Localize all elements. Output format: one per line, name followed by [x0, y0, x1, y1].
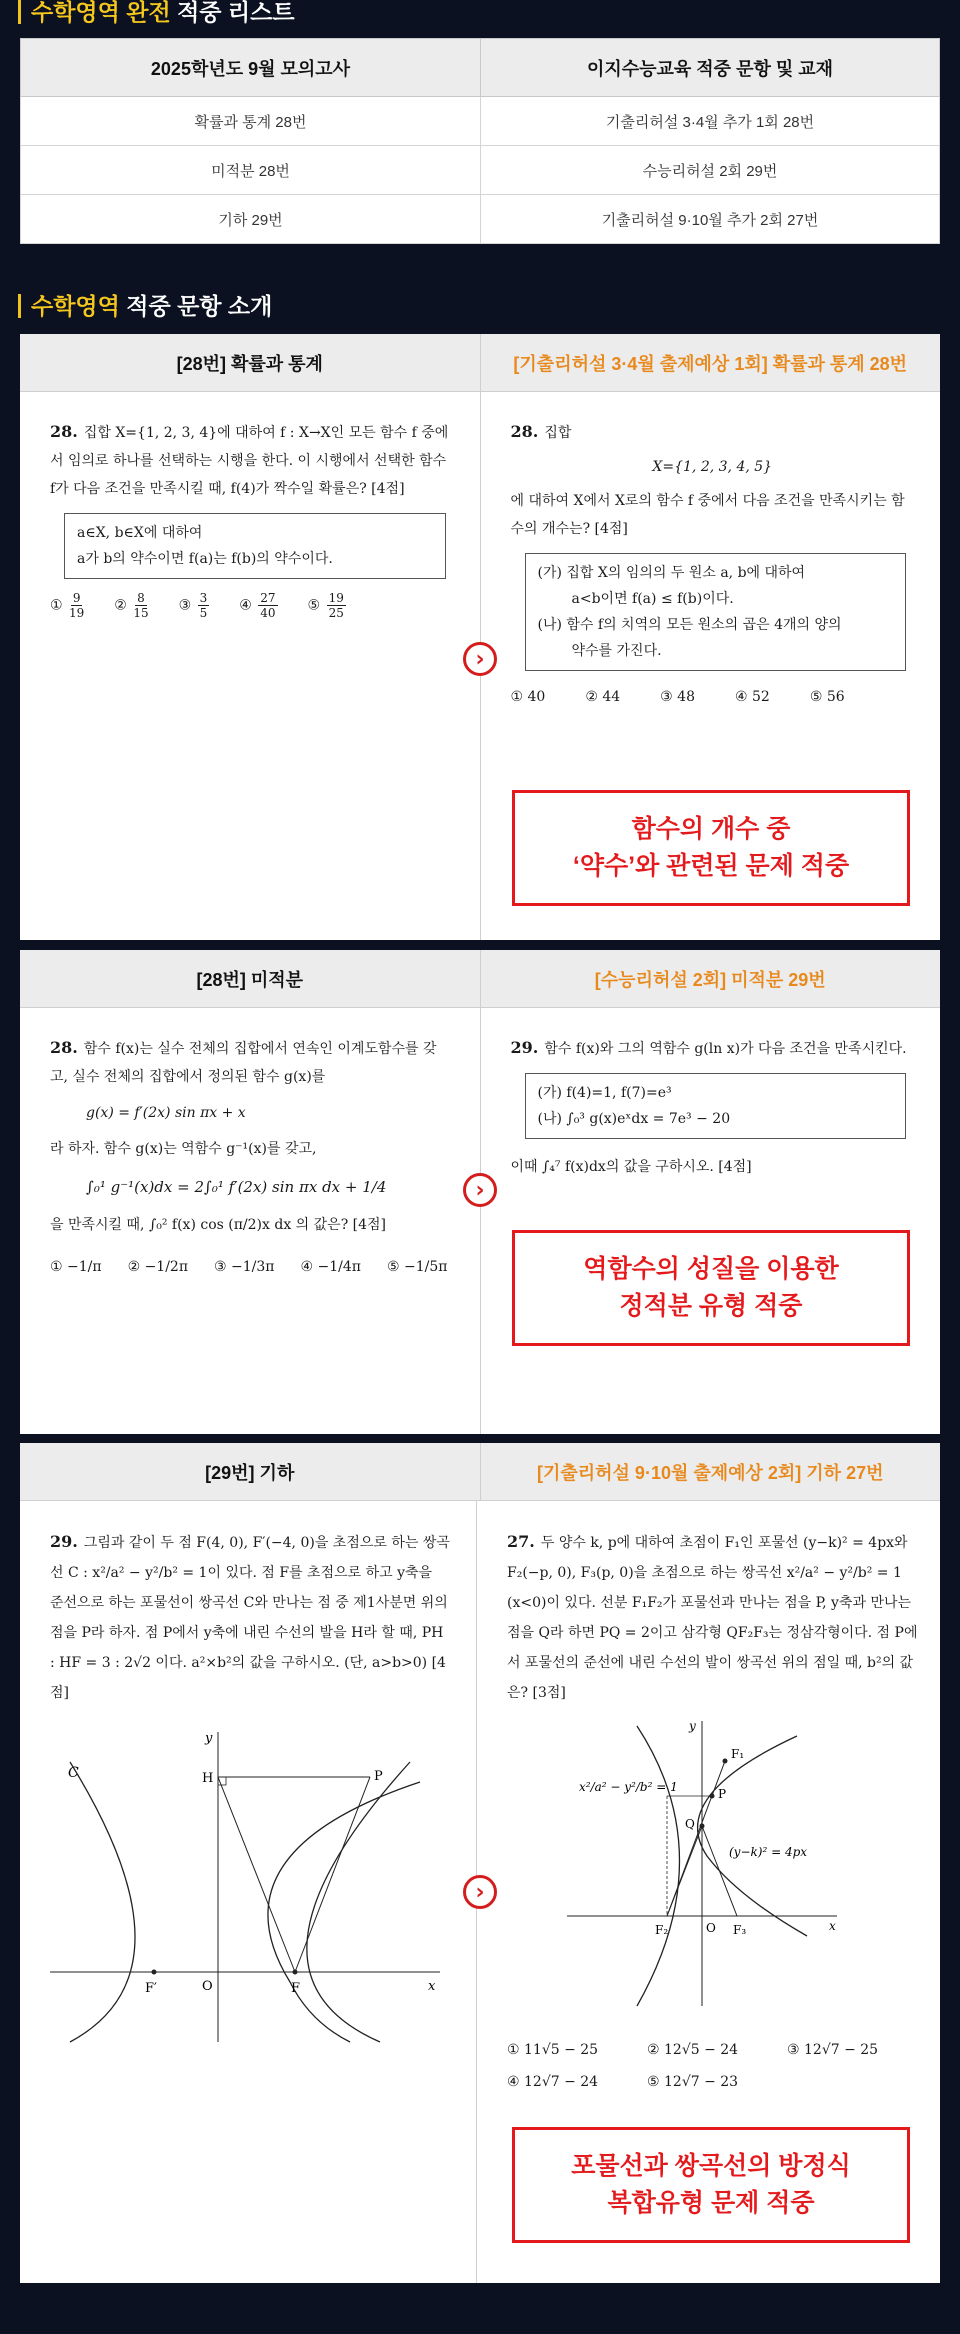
focus-point — [723, 1759, 728, 1764]
answer-choices — [50, 591, 454, 620]
section-title-rest: 적중 문항 소개 — [119, 293, 273, 319]
label-y: y — [205, 1731, 213, 1746]
choice-mark: ② — [114, 597, 127, 614]
section-title-hit-list — [18, 0, 295, 24]
point-Q — [700, 1824, 705, 1829]
label-H: H — [202, 1771, 214, 1786]
set-equation: X={1, 2, 3, 4, 5} — [652, 459, 773, 475]
section-title-rest: 적중 리스트 — [170, 0, 295, 25]
fraction — [69, 591, 84, 620]
exam-question — [20, 1008, 481, 1434]
condition-line: a<b이면 f(a) ≤ f(b)이다. — [571, 591, 734, 607]
callout-line: 함수의 개수 중 — [631, 815, 791, 843]
choice: ② −1/2π — [127, 1259, 189, 1275]
choice: ④ 12√7 − 24 — [507, 2074, 599, 2090]
choice-mark: ③ — [178, 597, 192, 614]
triangle-side — [667, 1826, 702, 1916]
table-cell: 기하 29번 — [21, 195, 481, 244]
choice: ⑤ 12√7 − 23 — [647, 2074, 739, 2090]
choice: ④ 52 — [734, 689, 770, 705]
denominator: 25 — [328, 606, 344, 620]
segment-PF — [295, 1777, 370, 1972]
label-F1: F₁ — [731, 1747, 745, 1761]
table-cell: 기출리허설 9·10월 추가 2회 27번 — [481, 195, 940, 244]
condition-line: a∈X, b∈X에 대하여 — [77, 525, 203, 541]
table-row — [21, 146, 940, 195]
choice: ④ −1/4π — [300, 1259, 361, 1275]
block-header — [20, 950, 940, 1008]
choice: ① 11√5 − 25 — [507, 2042, 599, 2058]
numerator: 8 — [137, 591, 145, 605]
choice: ② 44 — [585, 689, 621, 705]
arrow-right-icon: › — [463, 1875, 497, 1909]
table-header: 2025학년도 9월 모의고사 — [21, 39, 481, 97]
choice — [114, 591, 150, 620]
table-header-row — [21, 39, 940, 97]
question-number: 29. — [510, 1038, 539, 1057]
answer-choices — [50, 1253, 454, 1281]
hit-callout — [512, 790, 910, 906]
equation: ∫₀¹ g⁻¹(x)dx = 2∫₀¹ f′(2x) sin πx dx + 1/4 — [86, 1178, 387, 1196]
choice — [50, 591, 86, 620]
question-text: 집합 — [544, 425, 572, 441]
hit-list-table — [20, 38, 940, 244]
question-text: 에 대하여 X에서 X로의 함수 f 중에서 다음 조건을 만족시키는 함수의 개수는? [4점] — [510, 493, 905, 537]
parabola — [268, 1782, 420, 2042]
fraction — [133, 591, 148, 620]
question-text: 함수 f(x)는 실수 전체의 집합에서 연속인 이계도함수를 갖고, 실수 전체의 집합에서 정의된 함수 g(x)를 — [50, 1041, 437, 1085]
choice — [239, 591, 279, 620]
table-cell: 확률과 통계 28번 — [21, 97, 481, 146]
hit-callout — [512, 1230, 910, 1346]
arrow-right-icon: › — [463, 1173, 497, 1207]
question-number: 28. — [50, 1038, 78, 1057]
label-C: C — [68, 1765, 79, 1781]
answer-choices — [511, 683, 915, 711]
hyperbola-parabola-figure — [50, 1722, 450, 2052]
choice: ③ −1/3π — [214, 1259, 275, 1275]
right-header: [기출리허설 3·4월 출제예상 1회] 확률과 통계 28번 — [513, 353, 908, 374]
table-cell: 수능리허설 2회 29번 — [481, 146, 940, 195]
point-P — [710, 1794, 715, 1799]
denominator: 15 — [133, 606, 149, 620]
condition-box — [525, 1073, 907, 1139]
table-row — [21, 195, 940, 244]
denominator: 5 — [199, 606, 208, 620]
label-F: F — [291, 1981, 301, 1996]
label-x: x — [829, 1919, 836, 1933]
hyperbola-equation-label: x²/a² − y²/b² = 1 — [579, 1780, 678, 1794]
segment-HF — [218, 1777, 295, 1972]
question-text: 라 하자. 함수 g(x)는 역함수 g⁻¹(x)를 갖고, — [50, 1141, 317, 1157]
question-number: 28. — [50, 422, 78, 441]
left-header: [28번] 확률과 통계 — [20, 334, 481, 391]
label-F-prime: F′ — [145, 1981, 157, 1996]
numerator: 9 — [72, 591, 81, 605]
right-header: [기출리허설 9·10월 출제예상 2회] 기하 27번 — [537, 1462, 884, 1483]
choice-mark: ④ — [239, 597, 252, 614]
hyperbola-left-branch — [70, 1762, 135, 2042]
fraction — [198, 591, 210, 620]
choice: ③ 48 — [660, 689, 695, 705]
right-header: [수능리허설 2회] 미적분 29번 — [594, 969, 826, 990]
denominator: 19 — [69, 606, 85, 620]
denominator: 40 — [260, 606, 276, 620]
condition-box — [525, 553, 907, 671]
label-P: P — [718, 1787, 727, 1801]
callout-line: 역함수의 성질을 이용한 — [583, 1255, 839, 1283]
choice — [308, 591, 348, 620]
condition-line: (가) f(4)=1, f(7)=e³ — [537, 1085, 672, 1101]
focus-point — [152, 1970, 157, 1975]
block-header — [20, 334, 940, 392]
exam-question — [20, 392, 481, 940]
callout-line: 정적분 유형 적중 — [619, 1292, 803, 1320]
label-F3: F₃ — [733, 1923, 747, 1937]
parabola-hyperbola-figure — [507, 1716, 897, 2016]
numerator: 19 — [328, 591, 344, 605]
comparison-block-probability — [20, 334, 940, 940]
table-row — [21, 97, 940, 146]
section-title-intro — [18, 294, 272, 318]
question-text: 이때 ∫₄⁷ f(x)dx의 값을 구하시오. [4점] — [510, 1159, 752, 1175]
label-Q: Q — [685, 1817, 695, 1831]
label-P: P — [374, 1769, 383, 1784]
question-text: 을 만족시킬 때, ∫₀² f(x) cos (π/2)x dx 의 값은? [4점] — [50, 1217, 387, 1233]
choice: ② 12√5 − 24 — [647, 2042, 739, 2058]
question-number: 29. — [50, 1532, 78, 1551]
label-y: y — [689, 1719, 696, 1733]
numerator: 3 — [199, 591, 208, 605]
condition-line: 약수를 가진다. — [571, 643, 662, 659]
parabola — [698, 1736, 807, 1936]
triangle-side — [702, 1826, 737, 1916]
section-title-highlight: 수학영역 완전 — [31, 0, 171, 25]
comparison-block-geometry — [20, 1443, 940, 2283]
callout-line: ‘약수’와 관련된 문제 적중 — [572, 852, 850, 880]
left-header: [29번] 기하 — [20, 1443, 481, 1500]
question-number: 28. — [510, 422, 539, 441]
left-header: [28번] 미적분 — [20, 950, 481, 1007]
answer-choices — [507, 2036, 927, 2096]
exam-question — [20, 1501, 477, 2283]
label-O: O — [706, 1921, 716, 1935]
callout-line: 포물선과 쌍곡선의 방정식 — [571, 2152, 851, 2180]
choice-mark: ① — [50, 597, 63, 614]
condition-line: (나) ∫₀³ g(x)eˣdx = 7e³ − 20 — [537, 1111, 731, 1127]
callout-line: 복합유형 문제 적중 — [607, 2189, 815, 2217]
condition-box — [64, 513, 446, 579]
fraction — [327, 591, 346, 620]
question-number: 27. — [507, 1532, 535, 1551]
choice: ① 40 — [510, 689, 546, 705]
table-header: 이지수능교육 적중 문항 및 교재 — [481, 39, 940, 97]
condition-line: (나) 함수 f의 치역의 모든 원소의 곱은 4개의 양의 — [537, 617, 842, 633]
focus-point — [293, 1970, 298, 1975]
choice: ⑤ −1/5π — [386, 1259, 448, 1275]
question-text: 집합 X={1, 2, 3, 4}에 대하여 f : X→X인 모든 함수 f 중에서 임의로 하나를 선택하는 시행을 한다. 이 시행에서 선택한 함수 f가 다음 조건을 만족시킬 때, f(4)가 짝수일 확률은? [4점] — [50, 425, 449, 497]
label-O: O — [202, 1979, 213, 1994]
question-text: 그림과 같이 두 점 F(4, 0), F′(−4, 0)을 초점으로 하는 쌍곡선 C : x²/a² − y²/b² = 1이 있다. 점 F를 초점으로 하고 y축을 준선으로 하는 포물선이 쌍곡선 C와 만나는 점 중 제1사분면 위의 점을 P라 하자. 점 P에서 y축에 내린 수선의 발을 H라 할 때, PH : HF = 3 : 2√2 이다. a²×b²의 값을 구하시오. (단, a>b>0) [4점] — [50, 1535, 450, 1701]
choice: ① −1/π — [50, 1259, 102, 1275]
question-text: 두 양수 k, p에 대하여 초점이 F₁인 포물선 (y−k)² = 4px와 F₂(−p, 0), F₃(p, 0)을 초점으로 하는 쌍곡선 x²/a² − y²/b² = 1 (x<0)이 있다. 선분 F₁F₂가 포물선과 만나는 점을 P, y축과 만나는 점을 Q라 하면 PQ = 2이고 삼각형 QF₂F₃는 정삼각형이다. 점 P에서 포물선의 준선에 내린 수선의 발이 쌍곡선 위의 점일 때, b²의 값은? [3점] — [507, 1535, 918, 1701]
block-header — [20, 1443, 940, 1501]
table-cell: 미적분 28번 — [21, 146, 481, 195]
section-title-highlight: 수학영역 — [31, 293, 120, 319]
choice-mark: ⑤ — [307, 597, 321, 614]
table-cell: 기출리허설 3·4월 추가 1회 28번 — [481, 97, 940, 146]
fraction — [258, 591, 277, 620]
numerator: 27 — [260, 591, 276, 605]
label-x: x — [428, 1979, 436, 1994]
choice: ⑤ 56 — [809, 689, 845, 705]
question-text: 함수 f(x)와 그의 역함수 g(ln x)가 다음 조건을 만족시킨다. — [544, 1041, 907, 1057]
label-F2: F₂ — [655, 1923, 669, 1937]
hit-callout — [512, 2127, 910, 2243]
condition-line: a가 b의 약수이면 f(a)는 f(b)의 약수이다. — [77, 551, 333, 567]
choice: ③ 12√7 − 25 — [787, 2042, 879, 2058]
parabola-equation-label: (y−k)² = 4px — [729, 1845, 808, 1859]
condition-line: (가) 집합 X의 임의의 두 원소 a, b에 대하여 — [537, 565, 806, 581]
matched-question — [481, 1008, 941, 1434]
choice — [179, 591, 212, 620]
comparison-block-calculus — [20, 950, 940, 1434]
equation: g(x) = f′(2x) sin πx + x — [86, 1105, 246, 1121]
arrow-right-icon: › — [463, 642, 497, 676]
hyperbola-branch — [637, 1726, 680, 2006]
